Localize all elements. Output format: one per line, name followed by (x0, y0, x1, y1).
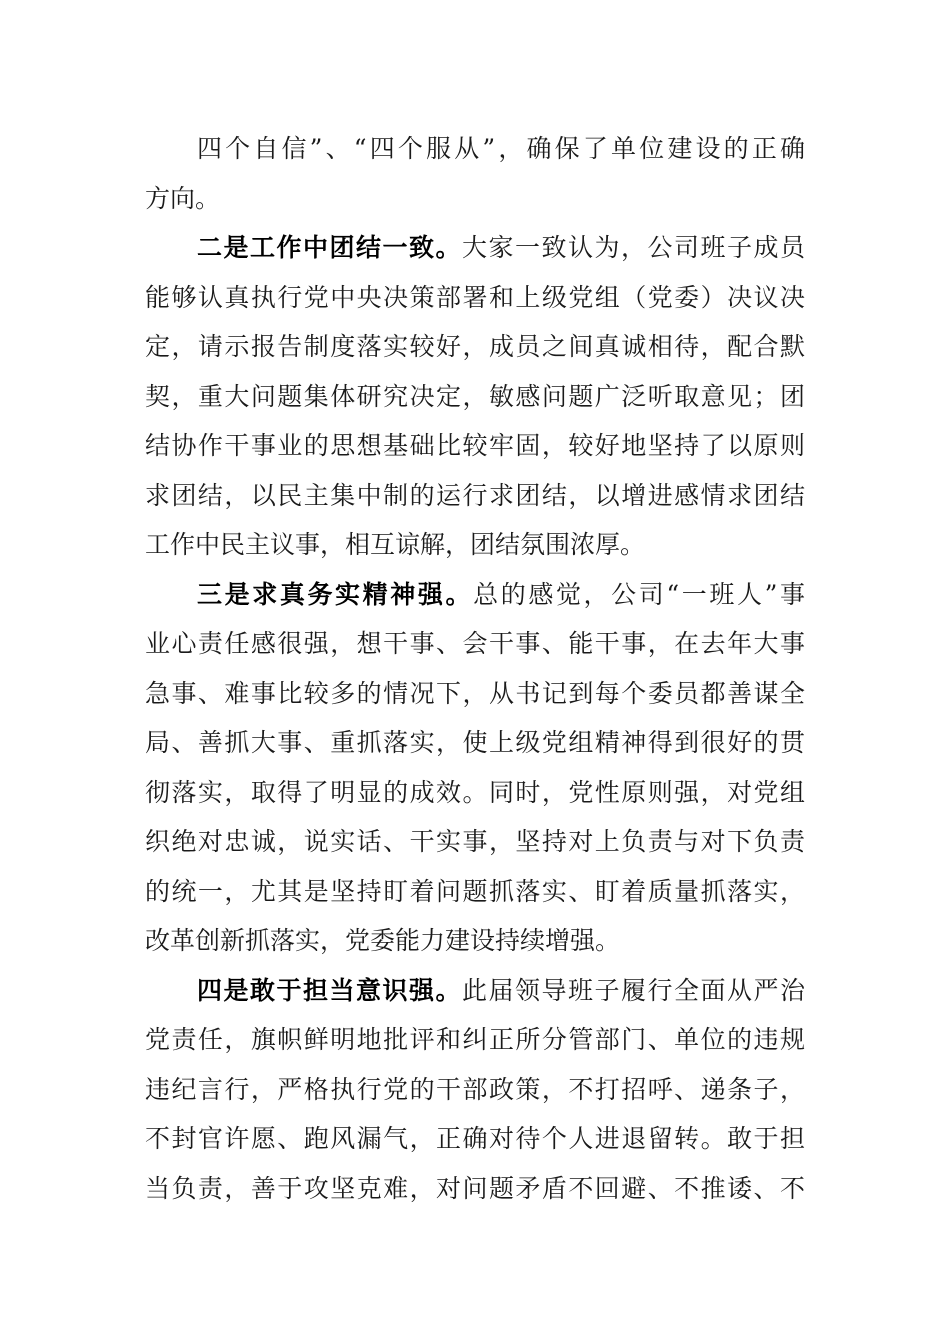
text-line: 求团结，以民主集中制的运行求团结，以增进感情求团结 (145, 480, 805, 510)
paragraph-2 (145, 223, 805, 570)
text-line: 违纪言行，严格执行党的干部政策，不打招呼、递条子， (145, 1074, 805, 1104)
text-line: 能够认真执行党中央决策部署和上级党组（党委）决议决 (145, 282, 805, 312)
text-run: 此届领导班子履行全面从严治 (462, 975, 805, 1005)
text-line: 结协作干事业的思想基础比较牢固，较好地坚持了以原则 (145, 431, 805, 460)
text-line-with-heading (145, 570, 805, 620)
text-line: 四个自信”、“四个服从”，确保了单位建设的正确 (197, 134, 805, 163)
paragraph-3 (145, 570, 805, 966)
text-line: 改革创新抓落实，党委能力建设持续增强。 (145, 926, 621, 955)
text-run: 总的感觉，公司“一班人”事 (473, 579, 805, 609)
text-line: 当负责，善于攻坚克难，对问题矛盾不回避、不推诿、不 (145, 1173, 805, 1203)
paragraph-1 (145, 124, 805, 223)
paragraph-heading: 三是求真务实精神强。 (197, 579, 474, 609)
text-line: 定，请示报告制度落实较好，成员之间真诚相待，配合默 (145, 332, 805, 361)
text-line: 不封官许愿、跑风漏气，正确对待个人进退留转。敢于担 (145, 1124, 805, 1153)
text-line: 急事、难事比较多的情况下，从书记到每个委员都善谋全 (145, 678, 805, 708)
text-line-with-heading (145, 966, 805, 1016)
text-line: 局、善抓大事、重抓落实，使上级党组精神得到很好的贯 (145, 728, 805, 757)
paragraph-heading: 四是敢于担当意识强。 (197, 975, 462, 1005)
text-line: 方向。 (145, 183, 221, 213)
text-line: 的统一，尤其是坚持盯着问题抓落实、盯着质量抓落实， (145, 876, 805, 906)
text-line: 党责任，旗帜鲜明地批评和纠正所分管部门、单位的违规 (145, 1025, 805, 1054)
paragraph-4 (145, 966, 805, 1214)
text-run: 大家一致认为，公司班子成员 (462, 233, 805, 262)
document-page (145, 124, 805, 1213)
text-line: 工作中民主议事，相互谅解，团结氛围浓厚。 (145, 530, 646, 559)
text-line: 业心责任感很强，想干事、会干事、能干事，在去年大事 (145, 629, 805, 658)
text-line-with-heading (145, 223, 805, 273)
text-line: 彻落实，取得了明显的成效。同时，党性原则强，对党组 (145, 777, 805, 807)
text-line: 契，重大问题集体研究决定，敏感问题广泛听取意见；团 (145, 381, 805, 411)
text-line: 织绝对忠诚，说实话、干实事，坚持对上负责与对下负责 (145, 827, 805, 856)
paragraph-heading: 二是工作中团结一致。 (197, 233, 462, 262)
